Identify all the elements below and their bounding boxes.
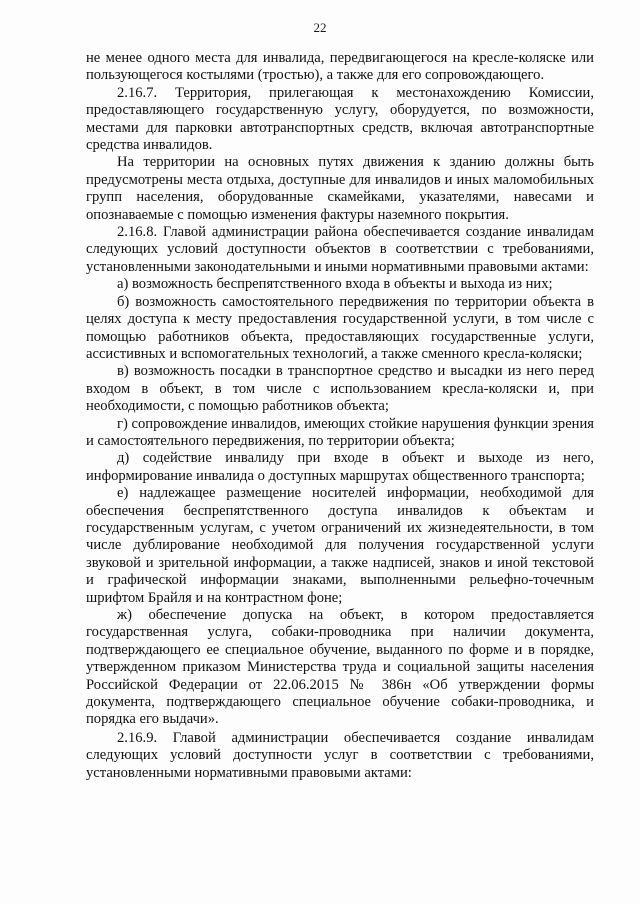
paragraph-2-16-7: 2.16.7. Территория, прилегающая к местонахождению Комиссии, предоставляющего государственную услугу, оборудуется, по возможности, местами для парковки автотранспортных средств, включая автотранспортные средства инвалидов.: [86, 84, 594, 154]
list-item-b: б) возможность самостоятельного передвижения по территории объекта в целях доступа к месту предоставления государственной услуги, в том числе с помощью работников объекта, предоставляющих государственные услуги, ассистивных и вспомогательных технологий, а также сменного кресла-коляски;: [86, 293, 594, 362]
page-number: 22: [313, 20, 327, 35]
list-item-e: е) надлежащее размещение носителей информации, необходимой для обеспечения беспрепятственного доступа инвалидов к объектам и государственным услугам, с учетом ограничений их жизнедеятельности, в том числе дублирование необходимой для получения государственной услуги звуковой и зрительной информации, а также надписей, знаков и иной текстовой и графической информации знаками, выполненными рельефно-точечным шрифтом Брайля и на контрастном фоне;: [86, 485, 594, 606]
list-item-zh: ж) обеспечение допуска на объект, в котором предоставляется государственная услуга, собаки-проводника при наличии документа, подтверждающего ее специальное обучение, выданного по форме и в порядке, утвержденном приказом Министерства труда и социальной защиты населения Российской Федерации от 22.06.2015 № 386н «Об утверждении формы документа, подтверждающего специальное обучение собаки-проводника, и порядка его выдачи».: [86, 607, 594, 728]
paragraph-2-16-8: 2.16.8. Главой администрации района обеспечивается создание инвалидам следующих условий доступности объектов в соответствии с требованиями, установленными законодательными и иными нормативными правовыми актами:: [86, 224, 594, 275]
list-item-a: а) возможность беспрепятственного входа в объекты и выхода из них;: [117, 276, 553, 293]
document-body: [86, 50, 594, 782]
paragraph-continuation: не менее одного места для инвалида, передвигающегося на кресле-коляске или пользующегося костылями (тростью), а также для его сопровождающего.: [86, 50, 594, 84]
list-item-g: г) сопровождение инвалидов, имеющих стойкие нарушения функции зрения и самостоятельного передвижения, по территории объекта;: [86, 415, 594, 449]
paragraph-2-16-9: 2.16.9. Главой администрации обеспечивается создание инвалидам следующих условий доступности услуг в соответствии с требованиями, установленными нормативными правовыми актами:: [86, 729, 594, 781]
paragraph-territory: На территории на основных путях движения к зданию должны быть предусмотрены места отдыха, доступные для инвалидов и иных маломобильных групп населения, оборудованные скамейками, указателями, навесами и опознаваемые с помощью изменения фактуры наземного покрытия.: [86, 154, 594, 223]
list-item-d: д) содействие инвалиду при входе в объект и выходе из него, информирование инвалида о доступных маршрутах общественного транспорта;: [86, 450, 594, 484]
list-item-v: в) возможность посадки в транспортное средство и высадки из него перед входом в объект, в том числе с использованием кресла-коляски и, при необходимости, с помощью работников объекта;: [86, 363, 594, 415]
